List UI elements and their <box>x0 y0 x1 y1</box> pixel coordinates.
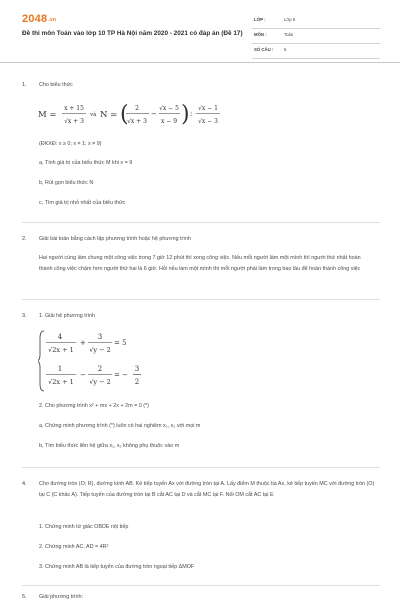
r1-rhs: = 5 <box>114 339 127 347</box>
item-1: 1. Chứng minh tứ giác OBDE nội tiếp <box>39 524 129 530</box>
part-a: a, Chứng minh phương trình (*) luôn có hai nghiệm x₁, x₂ với mọi m <box>39 423 201 429</box>
formula-m-n <box>38 98 238 132</box>
condition-text: (ĐKXĐ: x ≥ 0; x ≠ 1; x ≠ 9) <box>39 141 102 147</box>
r2-b-num: 2 <box>97 365 103 373</box>
meta-value: Lớp 9 <box>284 17 296 22</box>
t3-numerator: √x − 1 <box>198 105 218 112</box>
r1-a-den: √2x + 1 <box>48 346 74 354</box>
question-number: 2. <box>22 236 27 242</box>
item-2: 2. Chứng minh AC. AD = 4R² <box>39 544 109 550</box>
logo-text: 2048 <box>22 13 48 25</box>
equation-system <box>38 328 158 394</box>
document-header <box>0 0 400 63</box>
document-title: Đề thi môn Toán vào lớp 10 TP Hà Nội năm 2020 - 2021 có đáp án (Đề 17) <box>22 30 243 37</box>
t1-denominator: √x + 3 <box>127 118 147 125</box>
part-c: c, Tìm giá trị nhỏ nhất của biểu thức <box>39 200 126 206</box>
logo-domain: .vn <box>48 17 57 23</box>
meta-key: LỚP : <box>254 17 266 22</box>
meta-key: MÔN : <box>254 32 267 37</box>
divider <box>22 299 380 300</box>
question-number: 1. <box>22 82 27 88</box>
m-numerator: x + 15 <box>64 105 84 112</box>
r1-op: + <box>80 339 86 347</box>
meta-row-count <box>252 44 380 59</box>
divider <box>22 222 380 223</box>
meta-table <box>252 14 380 59</box>
divider <box>22 585 380 586</box>
m-label: M = <box>38 110 57 120</box>
part-2-intro: 2. Cho phương trình x² + mx + 2x + 2m = 0 (*) <box>39 403 149 409</box>
divider <box>22 467 380 468</box>
site-logo[interactable] <box>22 13 56 25</box>
r2-a-den: √2x + 1 <box>48 378 74 386</box>
question-number: 3. <box>22 313 27 319</box>
meta-value: Toán <box>284 32 294 37</box>
item-3: 3. Chứng minh AB là tiếp tuyến của đường tròn ngoại tiếp ΔMOF <box>39 564 195 570</box>
svg-text:(: ( <box>120 102 129 127</box>
question-body: Giải phương trình: <box>39 594 84 600</box>
r2-op: − <box>80 371 86 379</box>
r1-b-den: √y − 2 <box>89 346 111 354</box>
question-body: Cho đường tròn (O; R), đường kính AB. Kẻ tiếp tuyến Ax với đường tròn tại A. Lấy điểm M thuộc tia Ax, kẻ tiếp tuyến MC với đường tròn (O) tại C (C khác A). Tiếp tuyến của đường tròn tại B cắt AC tại D và cắt MC tại F. Nối OM cắt AC tại E <box>39 481 375 498</box>
t1-numerator: 2 <box>135 105 139 112</box>
r2-b-den: √y − 2 <box>89 378 111 386</box>
t2-numerator: √x − 5 <box>159 105 179 112</box>
part-b: b, Tìm biểu thức liên hệ giữa x₁, x₂ không phụ thuộc vào m <box>39 443 180 449</box>
question-number: 4. <box>22 481 27 487</box>
svg-text::: : <box>190 110 193 118</box>
r1-a-num: 4 <box>57 333 63 341</box>
question-intro: Giải bài toán bằng cách lập phương trình hoặc hệ phương trình <box>39 236 191 242</box>
part-1-intro: 1. Giải hệ phương trình <box>39 313 95 319</box>
svg-text:): ) <box>181 102 190 127</box>
r1-b-num: 3 <box>97 333 103 341</box>
part-a: a, Tính giá trị của biểu thức M khi x = 9 <box>39 160 133 166</box>
m-denominator: √x + 3 <box>64 118 84 125</box>
r2-rhs-den: 2 <box>134 378 140 386</box>
meta-row-subject <box>252 29 380 44</box>
r2-rhs-num: 3 <box>134 365 140 373</box>
question-body: Hai người cùng làm chung một công việc trong 7 giờ 12 phút thì xong công việc. Nếu mỗi người làm một mình thì người thứ nhất hoàn thành công việc chậm hơn người thứ hai là 6 giờ. Hỏi nếu làm một mình thì mỗi người phải làm trong bao lâu để hoàn thành công việc <box>39 255 361 272</box>
n-label: N = <box>100 110 118 120</box>
t2-denominator: x − 9 <box>160 118 178 125</box>
and-text: và <box>90 112 97 118</box>
question-number: 5. <box>22 594 27 600</box>
meta-key: SỐ CÂU : <box>254 47 274 52</box>
r2-eq: = − <box>114 371 128 379</box>
t3-denominator: √x − 3 <box>198 118 218 125</box>
meta-row-class <box>252 14 380 29</box>
part-b: b, Rút gọn biểu thức N <box>39 180 94 186</box>
svg-text:−: − <box>151 110 157 118</box>
r2-a-num: 1 <box>57 365 63 373</box>
question-intro: Cho biểu thức <box>39 82 73 88</box>
meta-value: 5 <box>284 47 287 52</box>
